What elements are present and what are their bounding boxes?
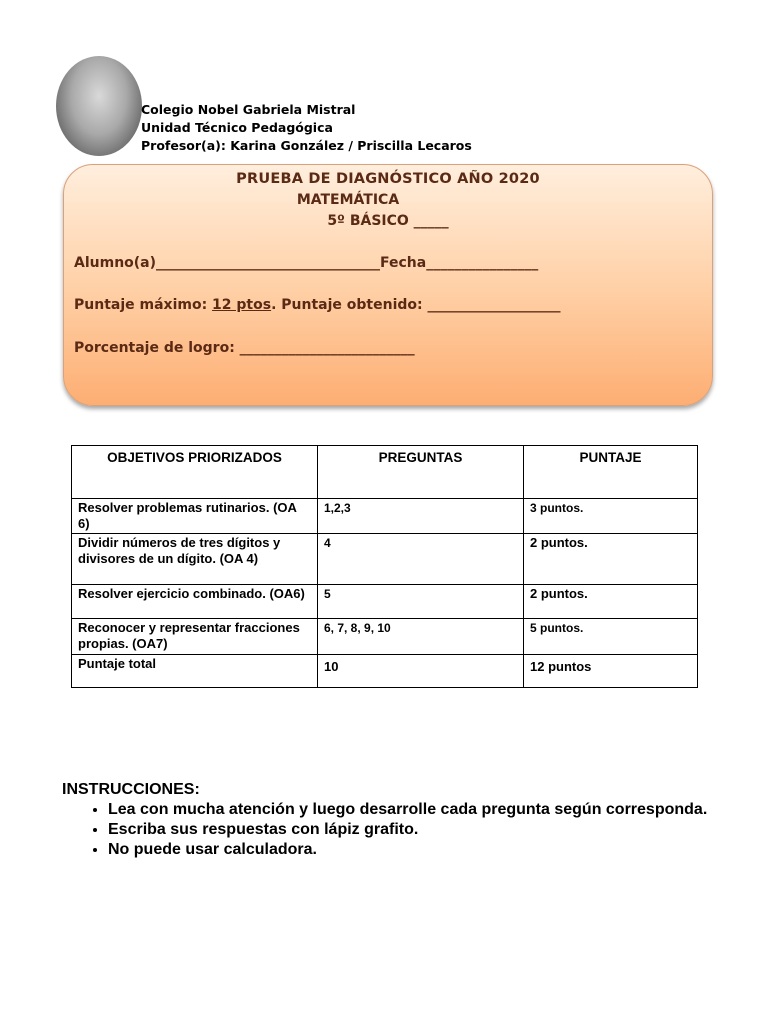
table-cell: Resolver ejercicio combinado. (OA6) (72, 585, 318, 619)
list-item: • Escriba sus respuestas con lápiz grafito. (108, 820, 707, 840)
table-header-row (72, 446, 698, 499)
exam-title-box (63, 164, 713, 406)
objectives-table (71, 445, 698, 688)
table-row (72, 534, 698, 585)
table-cell: 5 (318, 585, 524, 619)
table-cell: Reconocer y representar fracciones propias. (OA7) (72, 619, 318, 655)
table-cell: 1,2,3 (318, 499, 524, 534)
exam-title: PRUEBA DE DIAGNÓSTICO AÑO 2020 (236, 171, 540, 187)
unit-name: Unidad Técnico Pedagógica (141, 120, 333, 135)
table-row (72, 655, 698, 688)
percentage-field[interactable]: Porcentaje de logro: _________________________ (74, 340, 415, 356)
table-cell: 10 (318, 655, 524, 688)
column-header: PUNTAJE (524, 446, 698, 499)
table-cell: 2 puntos. (524, 585, 698, 619)
column-header: OBJETIVOS PRIORIZADOS (72, 446, 318, 499)
gabriela-mistral-portrait (56, 56, 142, 156)
table-cell: 3 puntos. (524, 499, 698, 534)
instructions-title: INSTRUCCIONES: (62, 781, 200, 798)
table-cell: 2 puntos. (524, 534, 698, 585)
table-row (72, 499, 698, 534)
exam-subject: MATEMÁTICA (296, 192, 400, 208)
teacher-name: Profesor(a): Karina González / Priscilla Lecaros (141, 138, 472, 153)
student-date-field[interactable]: Alumno(a)________________________________Fecha________________ (74, 255, 539, 271)
school-name: Colegio Nobel Gabriela Mistral (141, 102, 356, 117)
instructions-list (62, 800, 707, 860)
column-header: PREGUNTAS (318, 446, 524, 499)
list-item: • No puede usar calculadora. (108, 840, 707, 860)
table-row (72, 619, 698, 655)
school-header (141, 101, 472, 155)
table-cell: Puntaje total (72, 655, 318, 688)
exam-grade: 5º BÁSICO _____ (327, 213, 449, 229)
table-cell: 6, 7, 8, 9, 10 (318, 619, 524, 655)
score-field[interactable] (74, 297, 560, 313)
table-row (72, 585, 698, 619)
table-cell: 12 puntos (524, 655, 698, 688)
instructions-section (62, 780, 707, 860)
max-score-value: 12 ptos (212, 297, 272, 313)
table-cell: 5 puntos. (524, 619, 698, 655)
max-score-label: Puntaje máximo: (74, 297, 213, 313)
obtained-score-label: . Puntaje obtenido: ___________________ (271, 297, 561, 313)
table-cell: 4 (318, 534, 524, 585)
table-cell: Resolver problemas rutinarios. (OA 6) (72, 499, 318, 534)
list-item: • Lea con mucha atención y luego desarrolle cada pregunta según corresponda. (108, 800, 707, 820)
table-cell: Dividir números de tres dígitos y divisores de un dígito. (OA 4) (72, 534, 318, 585)
